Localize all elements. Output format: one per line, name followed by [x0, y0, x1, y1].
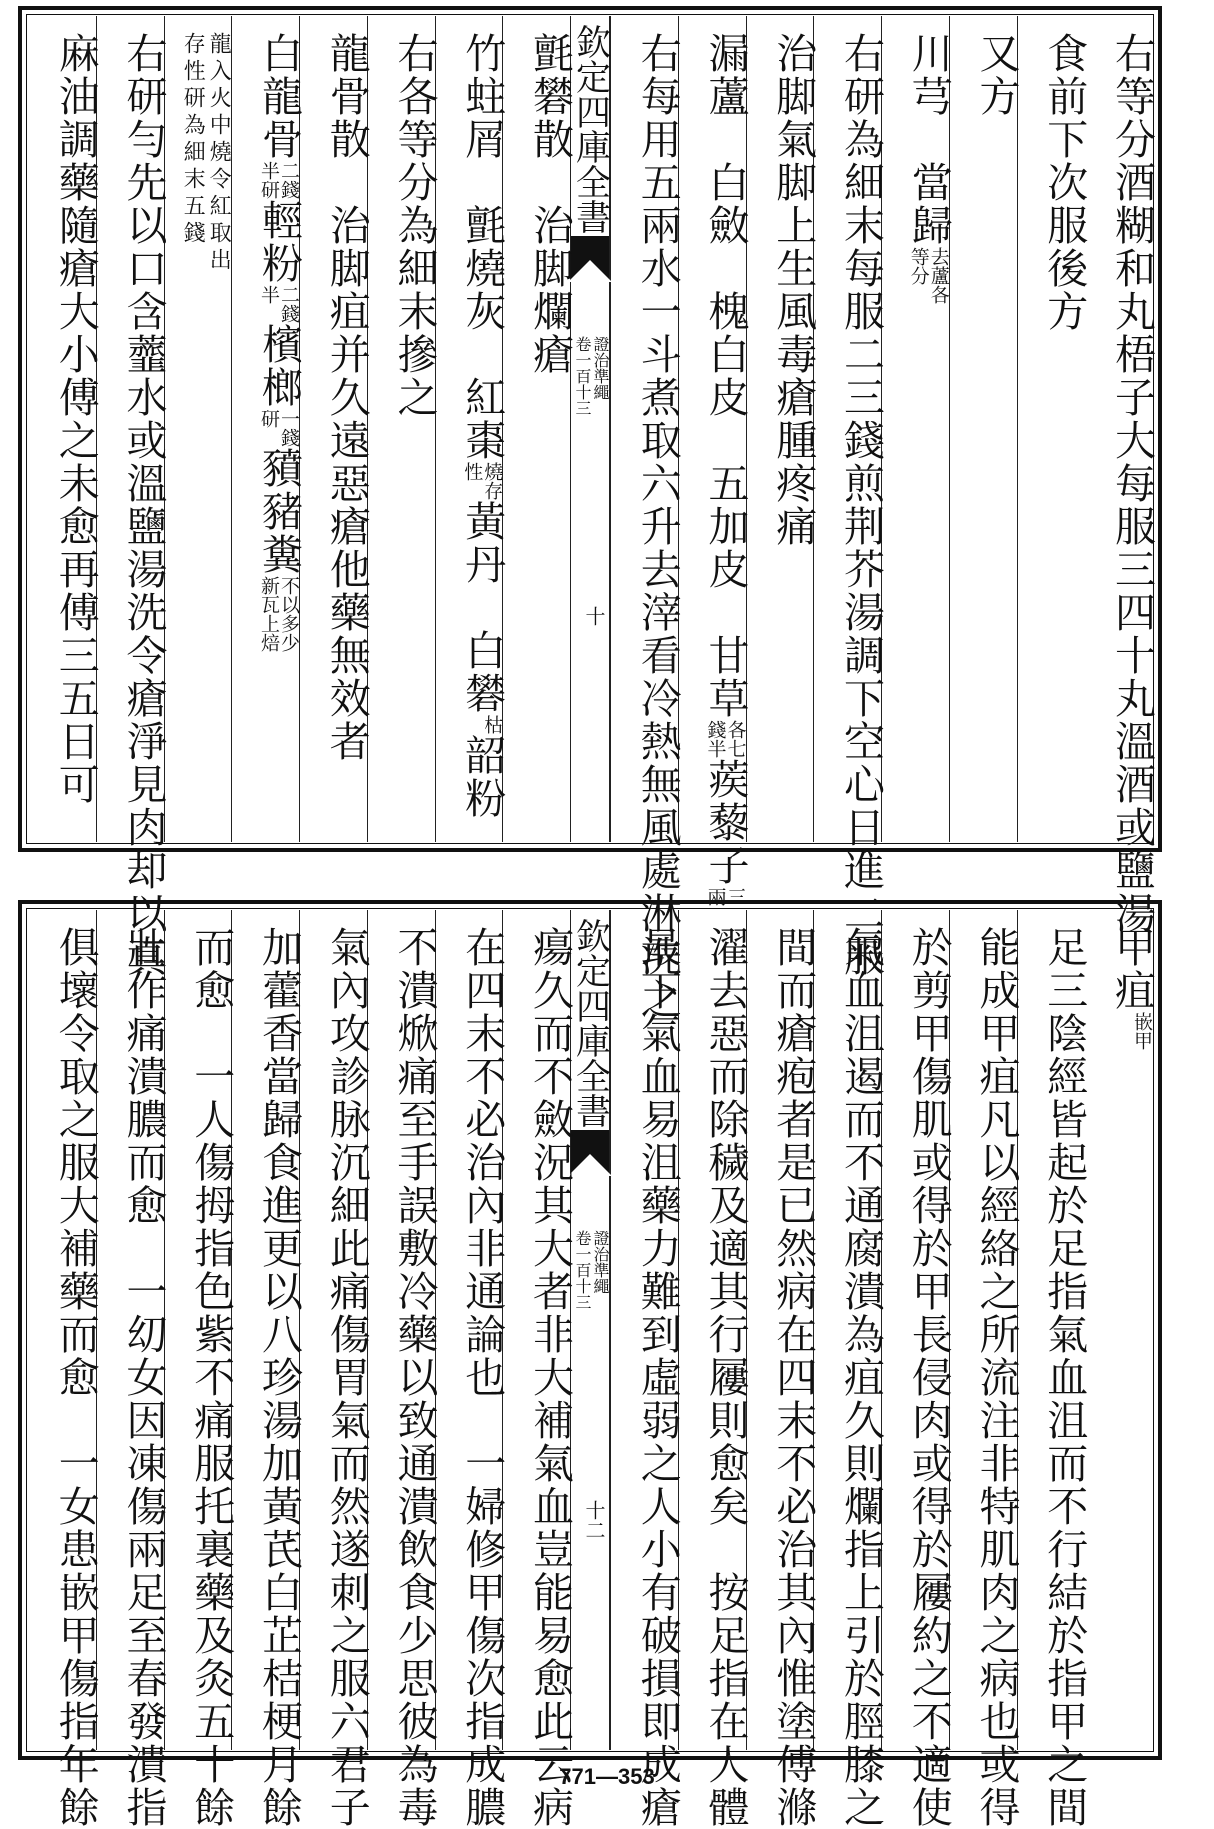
- column-text: [28, 926, 100, 1829]
- text-column: [881, 16, 953, 842]
- text-run: 氈礬散 治脚爛瘡: [526, 32, 574, 376]
- column-text: [503, 926, 574, 1829]
- column-text: [368, 926, 439, 1829]
- column-text: [368, 32, 439, 419]
- column-text: [679, 32, 750, 906]
- column-text: [814, 32, 885, 978]
- text-column: [28, 16, 100, 842]
- annotation-note: 二錢 半研: [258, 161, 300, 199]
- band-page-number: 十二: [582, 1500, 606, 1540]
- text-run: 右研為細末每服二三錢煎荆芥湯調下空心日進二服: [837, 32, 885, 978]
- fishtail-mark: [571, 236, 609, 282]
- annotation-note: 嵌甲: [1131, 1012, 1153, 1050]
- text-run: 於剪甲傷肌或得於甲長侵肉或得於屨約之不適使: [904, 926, 953, 1829]
- text-column: [610, 910, 682, 1829]
- text-column: [1084, 910, 1156, 1750]
- text-column: [1017, 16, 1089, 842]
- text-column: [164, 16, 232, 842]
- column-text: [747, 32, 818, 548]
- column-text: [1084, 32, 1156, 935]
- text-column: [949, 910, 1021, 1829]
- text-run: 右每用五兩水一斗煮取六升去滓看冷熱無風處淋洗之: [633, 32, 682, 1021]
- text-run: 右各等分為細末摻之: [390, 32, 439, 419]
- text-run: 食前下次服後方: [1040, 32, 1089, 333]
- text-column: [610, 16, 682, 1021]
- center-band: [570, 16, 610, 842]
- text-run: 漏蘆 白斂 槐白皮 五加皮 甘草: [701, 32, 750, 720]
- text-column: [678, 16, 750, 906]
- column-text: [436, 926, 507, 1829]
- column-text: [950, 32, 1021, 118]
- page-code: 771—353: [559, 1764, 655, 1789]
- fishtail-mark: [571, 1130, 609, 1176]
- text-run: 輕粉: [255, 199, 303, 285]
- annotation-note: 燒存 性: [461, 462, 504, 500]
- annotation-note: 不以多少 新瓦上焙: [258, 576, 300, 652]
- text-column: [299, 910, 371, 1829]
- column-text: [300, 32, 371, 763]
- text-run: 能成甲疽凡以經絡之所流注非特肌肉之病也或得: [972, 926, 1021, 1829]
- band-page-number: 十: [582, 606, 606, 626]
- annotation-note: 二錢 半: [258, 285, 300, 323]
- annotation-note: 枯: [481, 715, 504, 734]
- text-run: 壯作痛潰膿而愈 一㓜女因凍傷兩足至春發潰指: [119, 926, 168, 1829]
- center-band: [570, 910, 610, 1750]
- text-column: [881, 910, 953, 1829]
- text-column: [678, 910, 750, 1829]
- text-column: [28, 910, 100, 1829]
- text-run: 足三陰經皆起於足指氣血沮而不行結於指甲之間: [1040, 926, 1089, 1829]
- column-text: [679, 926, 750, 1829]
- text-run: 甲疽: [1108, 926, 1156, 1012]
- text-run: 不潰焮痛至手誤敷冷藥以致通潰飲食少思彼為毒: [390, 926, 439, 1829]
- annotation-note: 各七 錢半: [704, 720, 747, 758]
- text-run: 豶豬糞: [255, 447, 303, 576]
- column-text: [747, 926, 818, 1829]
- text-run: 加藿香當歸食進更以八珍湯加黃芪白芷桔梗月餘: [255, 926, 303, 1829]
- text-column: [164, 910, 236, 1829]
- text-column: [502, 16, 574, 842]
- annotation-note: 一錢 研: [258, 409, 300, 447]
- text-run: 白龍骨: [255, 32, 303, 161]
- text-column: [435, 16, 507, 842]
- text-column: [949, 16, 1021, 842]
- text-run: 最下氣血易沮藥力難到虛弱之人小有破損即成瘡: [633, 926, 682, 1829]
- text-column: [746, 910, 818, 1829]
- text-run: 氣血沮遏而不通腐潰為疽久則爛指上引於脛膝之: [837, 926, 885, 1829]
- text-column: [231, 16, 303, 842]
- text-run: 又方: [972, 32, 1021, 118]
- text-column: [231, 910, 303, 1829]
- column-text: [1018, 32, 1089, 333]
- column-text: [436, 32, 507, 820]
- column-text: [165, 926, 236, 1829]
- column-text: [1084, 926, 1156, 1050]
- column-text: [503, 32, 574, 376]
- text-run: 氣內攻診脉沉細此痛傷胃氣而然遂刺之服六君子: [322, 926, 371, 1829]
- band-title: 欽定四庫全書: [570, 918, 611, 1128]
- text-run: 檳榔: [255, 323, 303, 409]
- text-column: [813, 910, 885, 1829]
- text-run: 濯去惡而除穢及適其行屨則愈矣 按足指在人體: [701, 926, 750, 1829]
- column-text: [232, 32, 303, 652]
- column-text: [97, 32, 168, 978]
- column-text: [28, 32, 100, 806]
- band-meta: 證治準繩 卷一百十三: [573, 336, 610, 416]
- text-run: 在四末不必治內非通論也 一婦修甲傷次指成膿: [458, 926, 507, 1829]
- column-text: [950, 926, 1021, 1829]
- text-run: 治脚氣脚上生風毒瘡腫疼痛: [769, 32, 818, 548]
- text-column: [96, 910, 168, 1829]
- text-run: 龍骨散 治脚疽并久遠惡瘡他藥無效者: [322, 32, 371, 763]
- text-column: [1017, 910, 1089, 1829]
- text-run: 竹蛀屑 氈燒灰 紅棗: [458, 32, 507, 462]
- text-run: 韶粉: [458, 734, 507, 820]
- column-text: [814, 926, 885, 1829]
- text-column: [96, 16, 168, 978]
- text-column: [746, 16, 818, 842]
- text-run: 黃丹 白礬: [458, 500, 507, 715]
- text-column: [435, 910, 507, 1829]
- band-meta: 證治準繩 卷一百十三: [573, 1230, 610, 1310]
- text-run: 蒺藜子: [701, 758, 750, 887]
- annotation-note: 去蘆各 等分: [907, 247, 950, 304]
- small-note: 龍入火中燒令紅取出 存性研為細末五錢: [180, 32, 232, 275]
- band-title: 欽定四庫全書: [570, 24, 611, 234]
- text-run: 川芎 當歸: [904, 32, 953, 247]
- column-text: [97, 926, 168, 1829]
- column-text: [300, 926, 371, 1829]
- column-text: [611, 926, 682, 1829]
- column-text: [165, 32, 232, 275]
- text-run: 俱壞令取之服大補藥而愈 一女患嵌甲傷指年餘: [51, 926, 100, 1829]
- text-run: 麻油調藥隨瘡大小傅之未愈再傅三五日可: [51, 32, 100, 806]
- column-text: [882, 926, 953, 1829]
- column-text: [882, 32, 953, 304]
- text-column: [299, 16, 371, 842]
- column-text: [1018, 926, 1089, 1829]
- annotation-note: 三 兩: [704, 887, 747, 906]
- text-run: 瘍久而不斂況其大者非大補氣血豈能易愈此云病: [526, 926, 574, 1829]
- column-text: [232, 926, 303, 1829]
- text-column: [367, 16, 439, 842]
- text-column: [367, 910, 439, 1829]
- text-run: 而愈 一人傷拇指色紫不痛服托裏藥及灸五十餘: [187, 926, 236, 1829]
- text-run: 右研勻先以口含虀水或溫鹽湯洗令瘡淨見肉却以真: [119, 32, 168, 978]
- text-run: 右等分酒糊和丸梧子大每服三四十丸溫酒或鹽湯: [1108, 32, 1156, 935]
- text-column: [813, 16, 885, 978]
- text-column: [502, 910, 574, 1829]
- text-column: [1084, 16, 1156, 935]
- column-text: [611, 32, 682, 1021]
- text-run: 間而瘡疱者是已然病在四末不必治其內惟塗傅滌: [769, 926, 818, 1829]
